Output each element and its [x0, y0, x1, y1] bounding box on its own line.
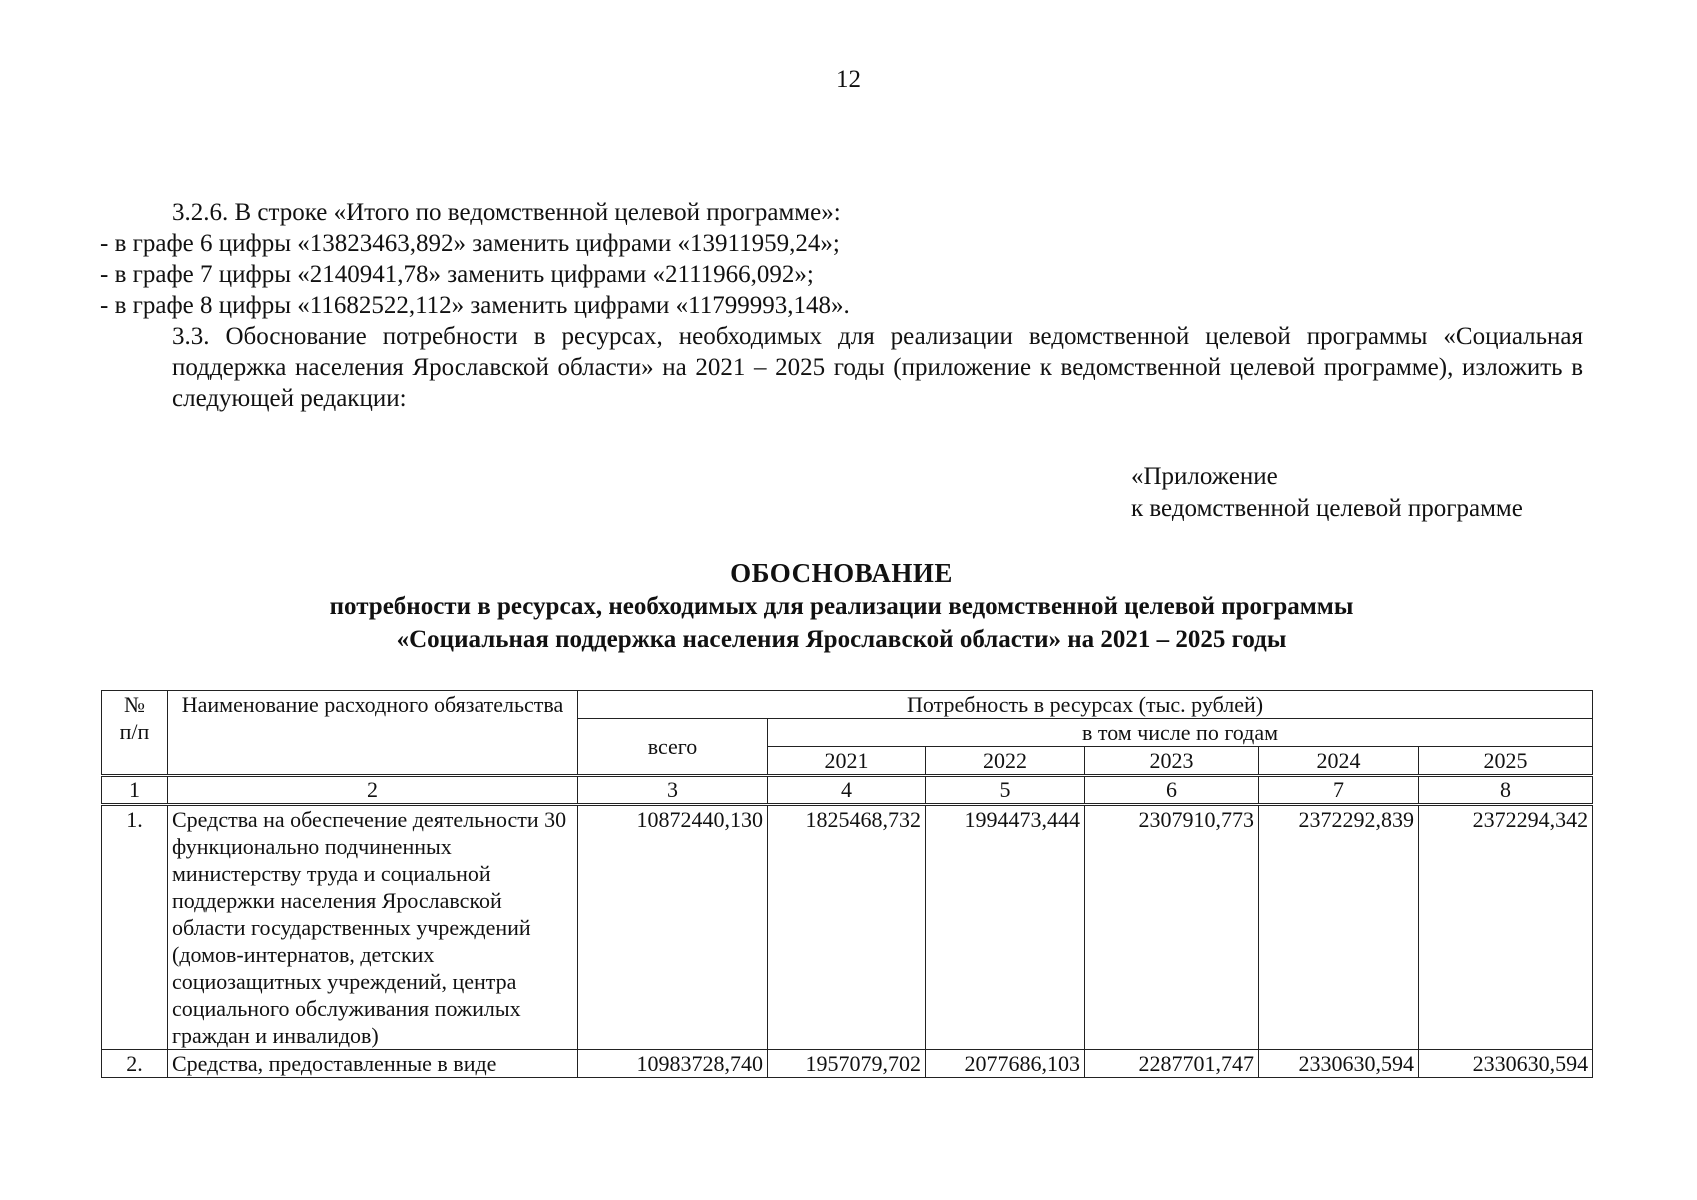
header-name: Наименование расходного обязательства [168, 691, 578, 776]
appendix-caption [1131, 461, 1523, 525]
header-year: 2021 [768, 747, 926, 776]
row-value-2022: 1994473,444 [926, 805, 1085, 1050]
column-number: 2 [168, 776, 578, 805]
row-value-2023: 2307910,773 [1085, 805, 1259, 1050]
heading-line-3: «Социальная поддержка населения Ярославской области» на 2021 – 2025 годы [396, 626, 1287, 653]
body-text [100, 197, 1583, 414]
header-year: 2025 [1419, 747, 1593, 776]
header-need: Потребность в ресурсах (тыс. рублей) [578, 691, 1593, 719]
heading-line-2: потребности в ресурсах, необходимых для реализации ведомственной целевой программы [329, 593, 1354, 620]
row-name: Средства, предоставленные в виде [168, 1050, 578, 1078]
column-numbers-row [102, 776, 1593, 805]
paragraph-3-3 [100, 321, 1583, 414]
row-name: Средства на обеспечение деятельности 30 функционально подчиненных министерству труда и социальной поддержки населения Ярославской области государственных учреждений (домов-интернатов, детских социозащитных учреждений, центра социального обслуживания пожилых граждан и инвалидов) [168, 805, 578, 1050]
appendix-line-2: к ведомственной целевой программе [1131, 495, 1523, 522]
row-value-2025: 2372294,342 [1419, 805, 1593, 1050]
table-row [102, 805, 1593, 1050]
row-num: 1. [102, 805, 168, 1050]
paragraph-3-2-6: 3.2.6. В строке «Итого по ведомственной целевой программе»: [172, 199, 841, 226]
column-number: 1 [102, 776, 168, 805]
row-value-2021: 1957079,702 [768, 1050, 926, 1078]
page-number: 12 [836, 66, 861, 93]
header-year: 2024 [1259, 747, 1419, 776]
heading-title: ОБОСНОВАНИЕ [730, 558, 953, 588]
row-value-2024: 2372292,839 [1259, 805, 1419, 1050]
column-number: 3 [578, 776, 768, 805]
column-number: 6 [1085, 776, 1259, 805]
header-year: 2023 [1085, 747, 1259, 776]
row-num: 2. [102, 1050, 168, 1078]
table-header-row-1 [102, 691, 1593, 719]
paragraph-3-3-text: 3.3. Обоснование потребности в ресурсах, необходимых для реализации ведомственной целевой программы «Социальная поддержка населения Ярославской области» на 2021 – 2025 годы (приложение к ведомственной целевой программе), изложить в следующей редакции: [172, 323, 1583, 412]
header-year: 2022 [926, 747, 1085, 776]
resources-table [101, 690, 1593, 1078]
header-total: всего [578, 719, 768, 776]
appendix-line-1: «Приложение [1131, 463, 1278, 490]
row-value-2023: 2287701,747 [1085, 1050, 1259, 1078]
column-number: 8 [1419, 776, 1593, 805]
row-total: 10983728,740 [578, 1050, 768, 1078]
row-total: 10872440,130 [578, 805, 768, 1050]
header-num: № п/п [102, 691, 168, 776]
column-number: 7 [1259, 776, 1419, 805]
table-row [102, 1050, 1593, 1078]
paragraph-column-8: - в графе 8 цифры «11682522,112» заменить цифрами «11799993,148». [100, 292, 850, 319]
row-value-2021: 1825468,732 [768, 805, 926, 1050]
row-value-2022: 2077686,103 [926, 1050, 1085, 1078]
header-by-years: в том числе по годам [768, 719, 1593, 747]
row-value-2024: 2330630,594 [1259, 1050, 1419, 1078]
paragraph-column-6: - в графе 6 цифры «13823463,892» заменить цифрами «13911959,24»; [100, 230, 840, 257]
paragraph-column-7: - в графе 7 цифры «2140941,78» заменить цифрами «2111966,092»; [100, 261, 814, 288]
row-value-2025: 2330630,594 [1419, 1050, 1593, 1078]
document-heading [100, 557, 1583, 656]
column-number: 5 [926, 776, 1085, 805]
column-number: 4 [768, 776, 926, 805]
